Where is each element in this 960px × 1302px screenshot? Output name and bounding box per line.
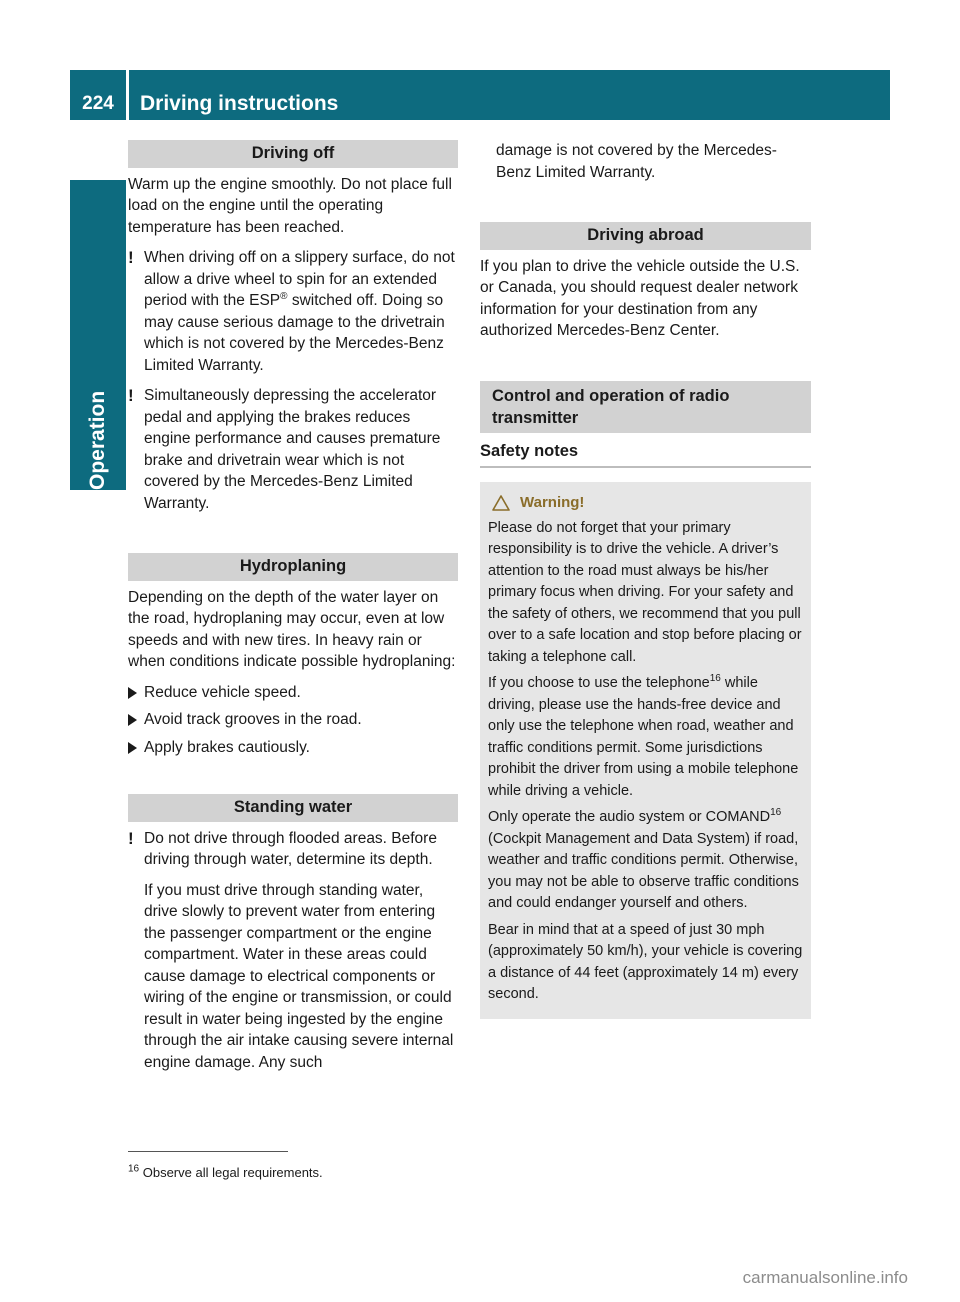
side-tab-label: Operation [86,390,109,490]
side-tab-marker [70,180,126,230]
step-text: Apply brakes cautiously. [144,738,310,756]
footnote-number: 16 [128,1163,140,1175]
header-divider [126,70,129,120]
warning-paragraph: Please do not forget that your primary responsibility is to drive the vehicle. A driver’s attention to the road must always be his/her primary focus when driving. For your safety and the safety of others, we recommend that you pull over to a safe location and stop before placing or taking a telephone call. [488,519,802,665]
exclamation-icon: ! [128,248,134,267]
spacer [480,192,811,222]
exclamation-icon: ! [128,828,134,848]
step-text: Avoid track grooves in the road. [144,711,362,728]
driving-off-intro: Warm up the engine smoothly. Do not place full load on the engine until the operating temperature has been reached. [128,175,452,236]
warning-text: (Cockpit Management and Data System) if road, weather and traffic conditions permit. Otherwise, you may not be able to observe traffic conditions and could endanger yourself and others. [488,830,799,911]
right-column [480,140,811,1019]
warning-box [480,482,811,1019]
step-text: Reduce vehicle speed. [144,683,301,701]
warning-paragraph [488,807,803,915]
footnote-ref: 16 [770,807,782,819]
heading-driving-off: Driving off [128,140,458,168]
notice-text: When driving off on a slippery surface, do not allow a drive wheel to spin for an extended period with the ESP [144,249,455,309]
side-tab-label-wrap [70,230,126,490]
step-arrow-icon [128,687,137,699]
warning-title-text: Warning! [520,494,585,511]
step-item [128,737,458,759]
step-item [128,709,458,731]
notice-pedal-brake [128,385,458,514]
warning-text: Only operate the audio system or COMAND [488,809,771,825]
hydroplaning-intro: Depending on the depth of the water layer on the road, hydroplaning may occur, even at low speeds and with new tires. In heavy rain or when conditions indicate possible hydroplaning: [128,588,456,670]
notice-text: Do not drive through flooded areas. Before driving through water, determine its depth. [144,829,437,868]
warning-triangle-icon [492,495,510,511]
heading-radio-transmitter: Control and operation of radio transmitter [480,381,811,433]
notice-text: Simultaneously depressing the accelerator pedal and applying the brakes reduces engine performance and causes premature brake and drivetrain wear which is not covered by the Mercedes-Benz Limited Warranty. [144,387,441,512]
registered-mark: ® [280,290,288,302]
exclamation-icon: ! [128,386,134,405]
heading-driving-abroad: Driving abroad [480,222,811,250]
step-arrow-icon [128,742,137,754]
spacer [128,523,458,553]
continuation-text: damage is not covered by the Mercedes-Benz Limited Warranty. [496,142,777,181]
standing-water-text: If you must drive through standing water, drive slowly to prevent water from entering the passenger compartment or the engine compartment. Water in these areas could cause damage to electrical components or wiring of the engine or transmission, or could result in water being ingested by the engine through the air intake causing severe internal engine damage. Any such [144,881,454,1071]
step-item [128,682,458,704]
footnote-ref: 16 [709,673,721,685]
heading-standing-water: Standing water [128,794,458,822]
warning-text: while driving, please use the hands-free device and only use the telephone when road, weather and traffic conditions permit. Some jurisdictions prohibit the driver from using a mobile telephone while driving a vehicle. [488,675,799,799]
spacer [128,764,458,794]
left-column [128,140,458,1082]
step-arrow-icon [128,714,137,726]
footnote [128,1165,323,1180]
driving-abroad-text: If you plan to drive the vehicle outside the U.S. or Canada, you should request dealer network information for your destination from any authorized Mercedes-Benz Center. [480,257,800,339]
spacer [480,351,811,381]
warning-title [488,492,803,514]
footnote-text: Observe all legal requirements. [139,1165,323,1180]
warning-text: If you choose to use the telephone [488,675,710,691]
subheading-safety-notes: Safety notes [480,441,811,469]
section-title: Driving instructions [140,92,339,115]
watermark: carmanualsonline.info [742,1268,908,1287]
notice-flooded [128,828,458,871]
notice-text: switched off. Doing so may cause serious damage to the drivetrain which is not covered by the Mercedes-Benz Limited Warranty. [144,292,445,374]
warning-paragraph: Bear in mind that at a speed of just 30 mph (approximately 50 km/h), your vehicle is covering a distance of 44 feet (approximately 14 m) every second. [488,921,803,1002]
page-number: 224 [82,93,114,114]
footnote-rule [128,1151,288,1152]
notice-slippery [128,247,458,376]
heading-hydroplaning: Hydroplaning [128,553,458,581]
warning-paragraph [488,673,803,802]
